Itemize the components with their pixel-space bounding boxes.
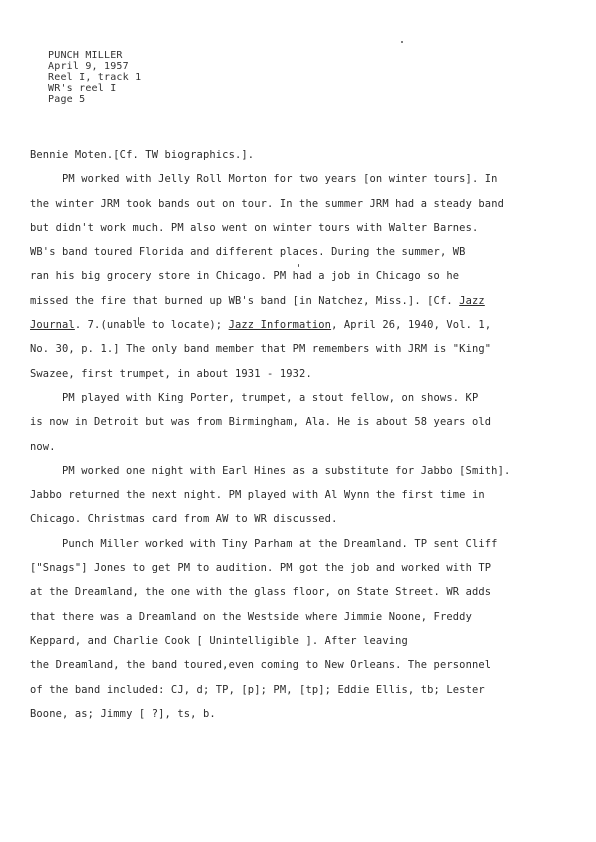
text-line: PM worked one night with Earl Hines as a substitute for Jabbo [Smith].: [62, 464, 511, 477]
text-line: Punch Miller worked with Tiny Parham at the Dreamland. TP sent Cliff: [62, 537, 498, 550]
transcript-body: [30, 143, 570, 726]
text-line: the Dreamland, the band toured,even coming to New Orleans. The personnel: [30, 659, 492, 672]
text-line: now.: [30, 440, 56, 453]
text-line: [30, 313, 570, 337]
header-date: April 9, 1957: [48, 61, 129, 72]
text-line: at the Dreamland, the one with the glass floor, on State Street. WR adds: [30, 586, 492, 599]
text-line: but didn't work much. PM also went on winter tours with Walter Barnes.: [30, 221, 479, 234]
text-segment: . 7.(unable to locate);: [74, 319, 229, 332]
text-line: Chicago. Christmas card from AW to WR discussed.: [30, 513, 338, 526]
scan-speck: [401, 41, 403, 43]
document-header: [48, 50, 141, 105]
text-line: ["Snags"] Jones to get PM to audition. PM got the job and worked with TP: [30, 562, 492, 575]
text-line: PM worked with Jelly Roll Morton for two years [on winter tours]. In: [62, 173, 498, 186]
text-line: is now in Detroit but was from Birmingham, Ala. He is about 58 years old: [30, 416, 492, 429]
text-line: the winter JRM took bands out on tour. In the summer JRM had a steady band: [30, 197, 505, 210]
text-line: PM played with King Porter, trumpet, a stout fellow, on shows. KP: [62, 391, 479, 404]
text-line: No. 30, p. 1.] The only band member that PM remembers with JRM is "King": [30, 343, 492, 356]
text-segment: , April 26, 1940, Vol. 1,: [331, 319, 492, 332]
text-line: of the band included: CJ, d; TP, [p]; PM, [tp]; Eddie Ellis, tb; Lester: [30, 683, 485, 696]
header-wr-reel: WR's reel I: [48, 83, 117, 94]
text-line: Keppard, and Charlie Cook [ Unintelligible ]. After leaving: [30, 634, 408, 647]
underlined-title: Jazz Information: [228, 319, 332, 332]
underlined-title: Jazz: [459, 294, 485, 307]
underlined-title: Journal: [30, 319, 75, 332]
text-line: Bennie Moten.[Cf. TW biographics.].: [30, 149, 255, 161]
header-title: PUNCH MILLER: [48, 50, 123, 61]
text-line: ran his big grocery store in Chicago. PM had a job in Chicago so he: [30, 270, 460, 283]
text-line: Swazee, first trumpet, in about 1931 - 1932.: [30, 367, 312, 380]
text-line: that there was a Dreamland on the Westside where Jimmie Noone, Freddy: [30, 610, 472, 623]
text-line: Jabbo returned the next night. PM played with Al Wynn the first time in: [30, 489, 485, 502]
text-segment: missed the fire that burned up WB's band [in Natchez, Miss.]. [Cf.: [30, 294, 460, 307]
header-reel-track: Reel I, track 1: [48, 72, 142, 83]
text-line: [30, 289, 570, 313]
text-line: Boone, as; Jimmy [ ?], ts, b.: [30, 707, 216, 720]
header-page-number: Page 5: [48, 94, 86, 105]
text-line: WB's band toured Florida and different places. During the summer, WB: [30, 246, 466, 259]
